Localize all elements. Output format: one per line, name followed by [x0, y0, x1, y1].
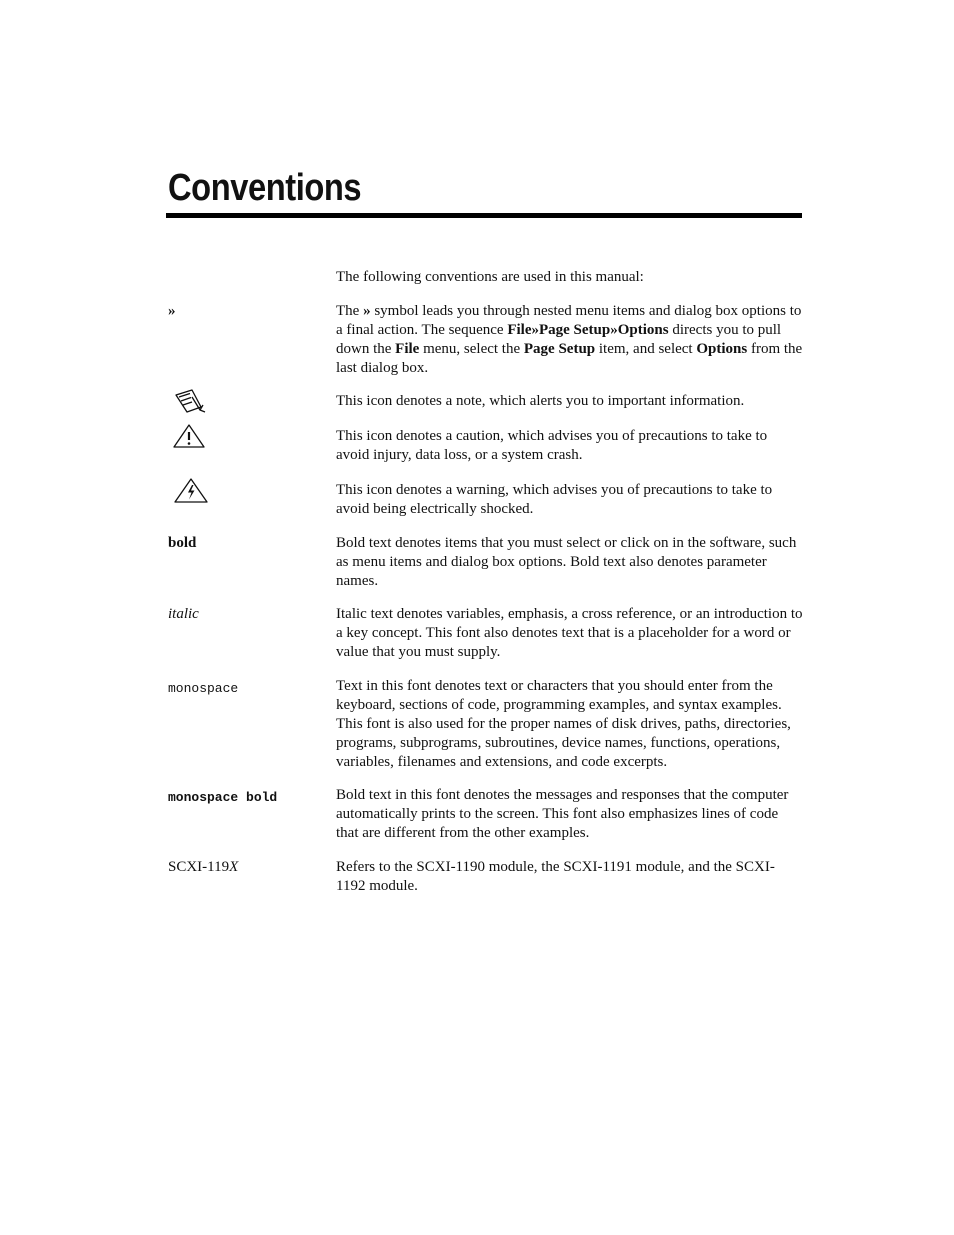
desc-text: item, and select: [595, 341, 697, 357]
convention-desc-bold: Bold text denotes items that you must select or click on in the software, such as menu items and dialog box options. Bold text also denotes parameter names.: [336, 535, 797, 589]
convention-term-scxi: [168, 858, 328, 877]
desc-text: directs you to pull down the: [336, 322, 782, 357]
convention-term-monospace-bold: monospace bold: [168, 790, 278, 805]
convention-term-raquo: »: [168, 303, 176, 319]
scxi-term-variable: X: [229, 859, 239, 875]
convention-desc-note: This icon denotes a note, which alerts you to important information.: [336, 393, 745, 409]
convention-desc-caution: This icon denotes a caution, which advises you of precautions to take to avoid injury, data loss, or a system crash.: [336, 428, 768, 463]
desc-bold-page-setup: Page Setup: [523, 341, 596, 357]
note-icon: [172, 388, 208, 416]
title-rule: [166, 213, 802, 218]
desc-text: menu, select the: [419, 341, 524, 357]
page-title: Conventions: [168, 167, 362, 209]
convention-term-bold: bold: [168, 535, 197, 551]
convention-term-monospace: monospace: [168, 681, 239, 696]
desc-text: The: [336, 303, 364, 319]
convention-desc-monospace-bold: Bold text in this font denotes the messages and responses that the computer automatically prints to the screen. This font also emphasizes lines of code that are different from the other examples.: [336, 787, 789, 841]
desc-bold-file: File: [395, 341, 420, 357]
convention-desc-scxi: Refers to the SCXI-1190 module, the SCXI-1191 module, and the SCXI-1192 module.: [336, 859, 775, 894]
desc-bold-options: Options: [696, 341, 748, 357]
convention-desc-italic: Italic text denotes variables, emphasis, a cross reference, or an introduction to a key concept. This font also denotes text that is a placeholder for a word or value that you must supply.: [336, 606, 803, 660]
desc-bold-sequence: File»Page Setup»Options: [507, 322, 669, 338]
desc-text: symbol leads you through nested menu items and dialog box options to a final action. The sequence: [336, 303, 802, 338]
convention-desc-monospace: Text in this font denotes text or characters that you should enter from the keyboard, sections of code, programming examples, and syntax examples. This font is also used for the proper names of disk drives, paths, directories, programs, subprograms, subroutines, device names, functions, operations, variables, filenames and extensions, and code excerpts.: [336, 678, 791, 770]
convention-desc-warning: This icon denotes a warning, which advises you of precautions to take to avoid being electrically shocked.: [336, 482, 773, 517]
convention-term-italic: italic: [168, 606, 199, 622]
caution-icon: [172, 423, 208, 451]
desc-bold-symbol: »: [363, 303, 371, 319]
convention-desc-raquo: [336, 302, 804, 378]
intro-text: The following conventions are used in this manual:: [336, 269, 644, 285]
scxi-term-prefix: SCXI-119: [168, 859, 230, 875]
electrical-warning-icon: [172, 477, 208, 505]
desc-text: from the last dialog box.: [336, 341, 803, 376]
